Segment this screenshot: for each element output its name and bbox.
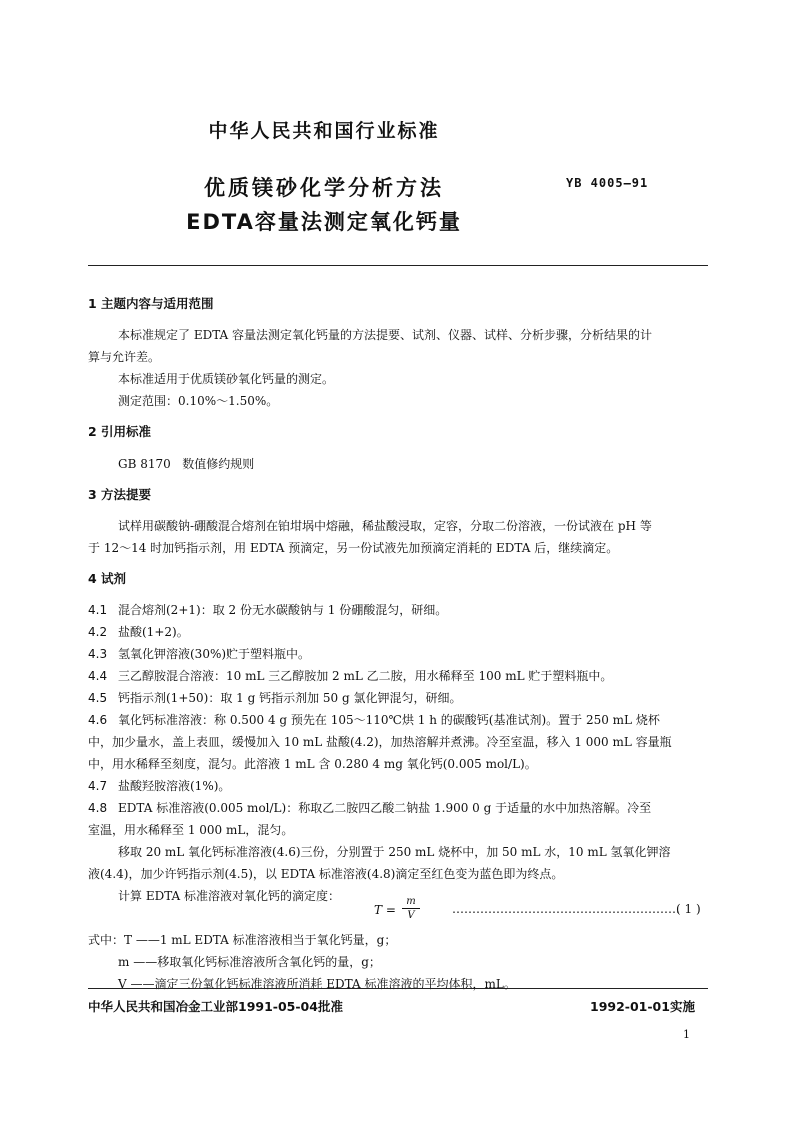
item-number: 4.7 xyxy=(88,779,108,793)
footer-divider xyxy=(88,988,708,989)
item-number: 4.1 xyxy=(88,603,108,617)
header-divider xyxy=(88,265,708,266)
legend-line-V: V ——滴定三份氧化钙标准溶液所消耗 EDTA 标准溶液的平均体积，mL。 xyxy=(118,977,516,991)
section-3-paragraph-a: 试样用碳酸钠-硼酸混合熔剂在铂坩埚中熔融，稀盐酸浸取，定容，分取二份溶液，一份试液在 pH 等 xyxy=(118,519,652,533)
item-text: 三乙醇胺混合溶液：10 mL 三乙醇胺加 2 mL 乙二胺，用水稀释至 100 mL 贮于塑料瓶中。 xyxy=(118,669,613,683)
section-1-paragraph-2: 本标准适用于优质镁砂氧化钙量的测定。 xyxy=(118,372,335,386)
item-number: 4.2 xyxy=(88,625,108,639)
item-number: 4.5 xyxy=(88,691,108,705)
formula-fraction xyxy=(402,896,420,921)
item-text: 钙指示剂(1+50)：取 1 g 钙指示剂加 50 g 氯化钾混匀，研细。 xyxy=(118,691,462,705)
legend-line-T: 式中：T ——1 mL EDTA 标准溶液相当于氧化钙量，g； xyxy=(88,933,397,947)
item-text: 氢氧化钾溶液(30%)贮于塑料瓶中。 xyxy=(118,647,311,661)
section-1-heading: 1 主题内容与适用范围 xyxy=(88,296,214,311)
section-1-paragraph-3: 测定范围：0.10%～1.50%。 xyxy=(118,394,279,408)
page-number: 1 xyxy=(683,1028,690,1041)
item-4-8-continuation: 室温，用水稀释至 1 000 mL，混匀。 xyxy=(88,823,294,837)
national-standard-title: 中华人民共和国行业标准 xyxy=(208,120,440,142)
formula-leader-dots: ………………………………………………… xyxy=(452,902,680,916)
item-number: 4.8 xyxy=(88,801,108,815)
formula-numerator: m xyxy=(406,896,416,907)
implementation-date: 1992-01-01实施 xyxy=(590,999,695,1014)
item-text: 氧化钙标准溶液：称 0.500 4 g 预先在 105～110℃烘 1 h 的碳酸钙(基准试剂)。置于 250 mL 烧杯 xyxy=(118,713,660,727)
formula-denominator: V xyxy=(407,910,415,921)
approval-line: 中华人民共和国冶金工业部1991-05-04批准 xyxy=(88,999,343,1014)
section-3-heading: 3 方法提要 xyxy=(88,487,152,502)
item-4-8-paragraph-3: 计算 EDTA 标准溶液对氧化钙的滴定度： xyxy=(118,889,341,903)
fraction-bar xyxy=(402,908,420,909)
item-number: 4.4 xyxy=(88,669,108,683)
item-text: 混合熔剂(2+1)：取 2 份无水碳酸钠与 1 份硼酸混匀，研细。 xyxy=(118,603,448,617)
item-number: 4.3 xyxy=(88,647,108,661)
item-text: EDTA 标准溶液(0.005 mol/L)：称取乙二胺四乙酸二钠盐 1.900 0 g 于适量的水中加热溶解。冷至 xyxy=(118,801,652,815)
reference-standard: GB 8170 数值修约规则 xyxy=(118,457,255,471)
item-4-6-continuation-1: 中，加少量水，盖上表皿，缓慢加入 10 mL 盐酸(4.2)，加热溶解并煮沸。冷至室温，移入 1 000 mL 容量瓶 xyxy=(88,735,672,749)
section-1-paragraph-1b: 算与允许差。 xyxy=(88,350,161,364)
legend-line-m: m ——移取氧化钙标准溶液所含氧化钙的量，g； xyxy=(118,955,381,969)
standard-code: YB 4005—91 xyxy=(566,176,649,190)
item-4-8-paragraph-2b: 液(4.4)，加少许钙指示剂(4.5)，以 EDTA 标准溶液(4.8)滴定至红色变为蓝色即为终点。 xyxy=(88,867,564,881)
item-4-8-paragraph-2a: 移取 20 mL 氧化钙标准溶液(4.6)三份，分别置于 250 mL 烧杯中，加 50 mL 水，10 mL 氢氧化钾溶 xyxy=(118,845,671,859)
item-number: 4.6 xyxy=(88,713,108,727)
formula-number: ( 1 ) xyxy=(676,902,701,916)
document-title-line1: 优质镁砂化学分析方法 xyxy=(204,176,444,200)
item-4-6-continuation-2: 中，用水稀释至刻度，混匀。此溶液 1 mL 含 0.280 4 mg 氧化钙(0.005 mol/L)。 xyxy=(88,757,537,771)
formula-lhs: T = xyxy=(374,903,396,917)
section-2-heading: 2 引用标准 xyxy=(88,424,152,439)
item-text: 盐酸(1+2)。 xyxy=(118,625,189,639)
item-text: 盐酸羟胺溶液(1%)。 xyxy=(118,779,231,793)
section-1-paragraph-1a: 本标准规定了 EDTA 容量法测定氧化钙量的方法提要、试剂、仪器、试样、分析步骤，分析结果的计 xyxy=(118,328,653,342)
section-3-paragraph-b: 于 12～14 时加钙指示剂，用 EDTA 预滴定，另一份试液先加预滴定消耗的 EDTA 后，继续滴定。 xyxy=(88,541,619,555)
section-4-heading: 4 试剂 xyxy=(88,571,127,586)
document-title-line2: EDTA容量法测定氧化钙量 xyxy=(186,210,462,234)
